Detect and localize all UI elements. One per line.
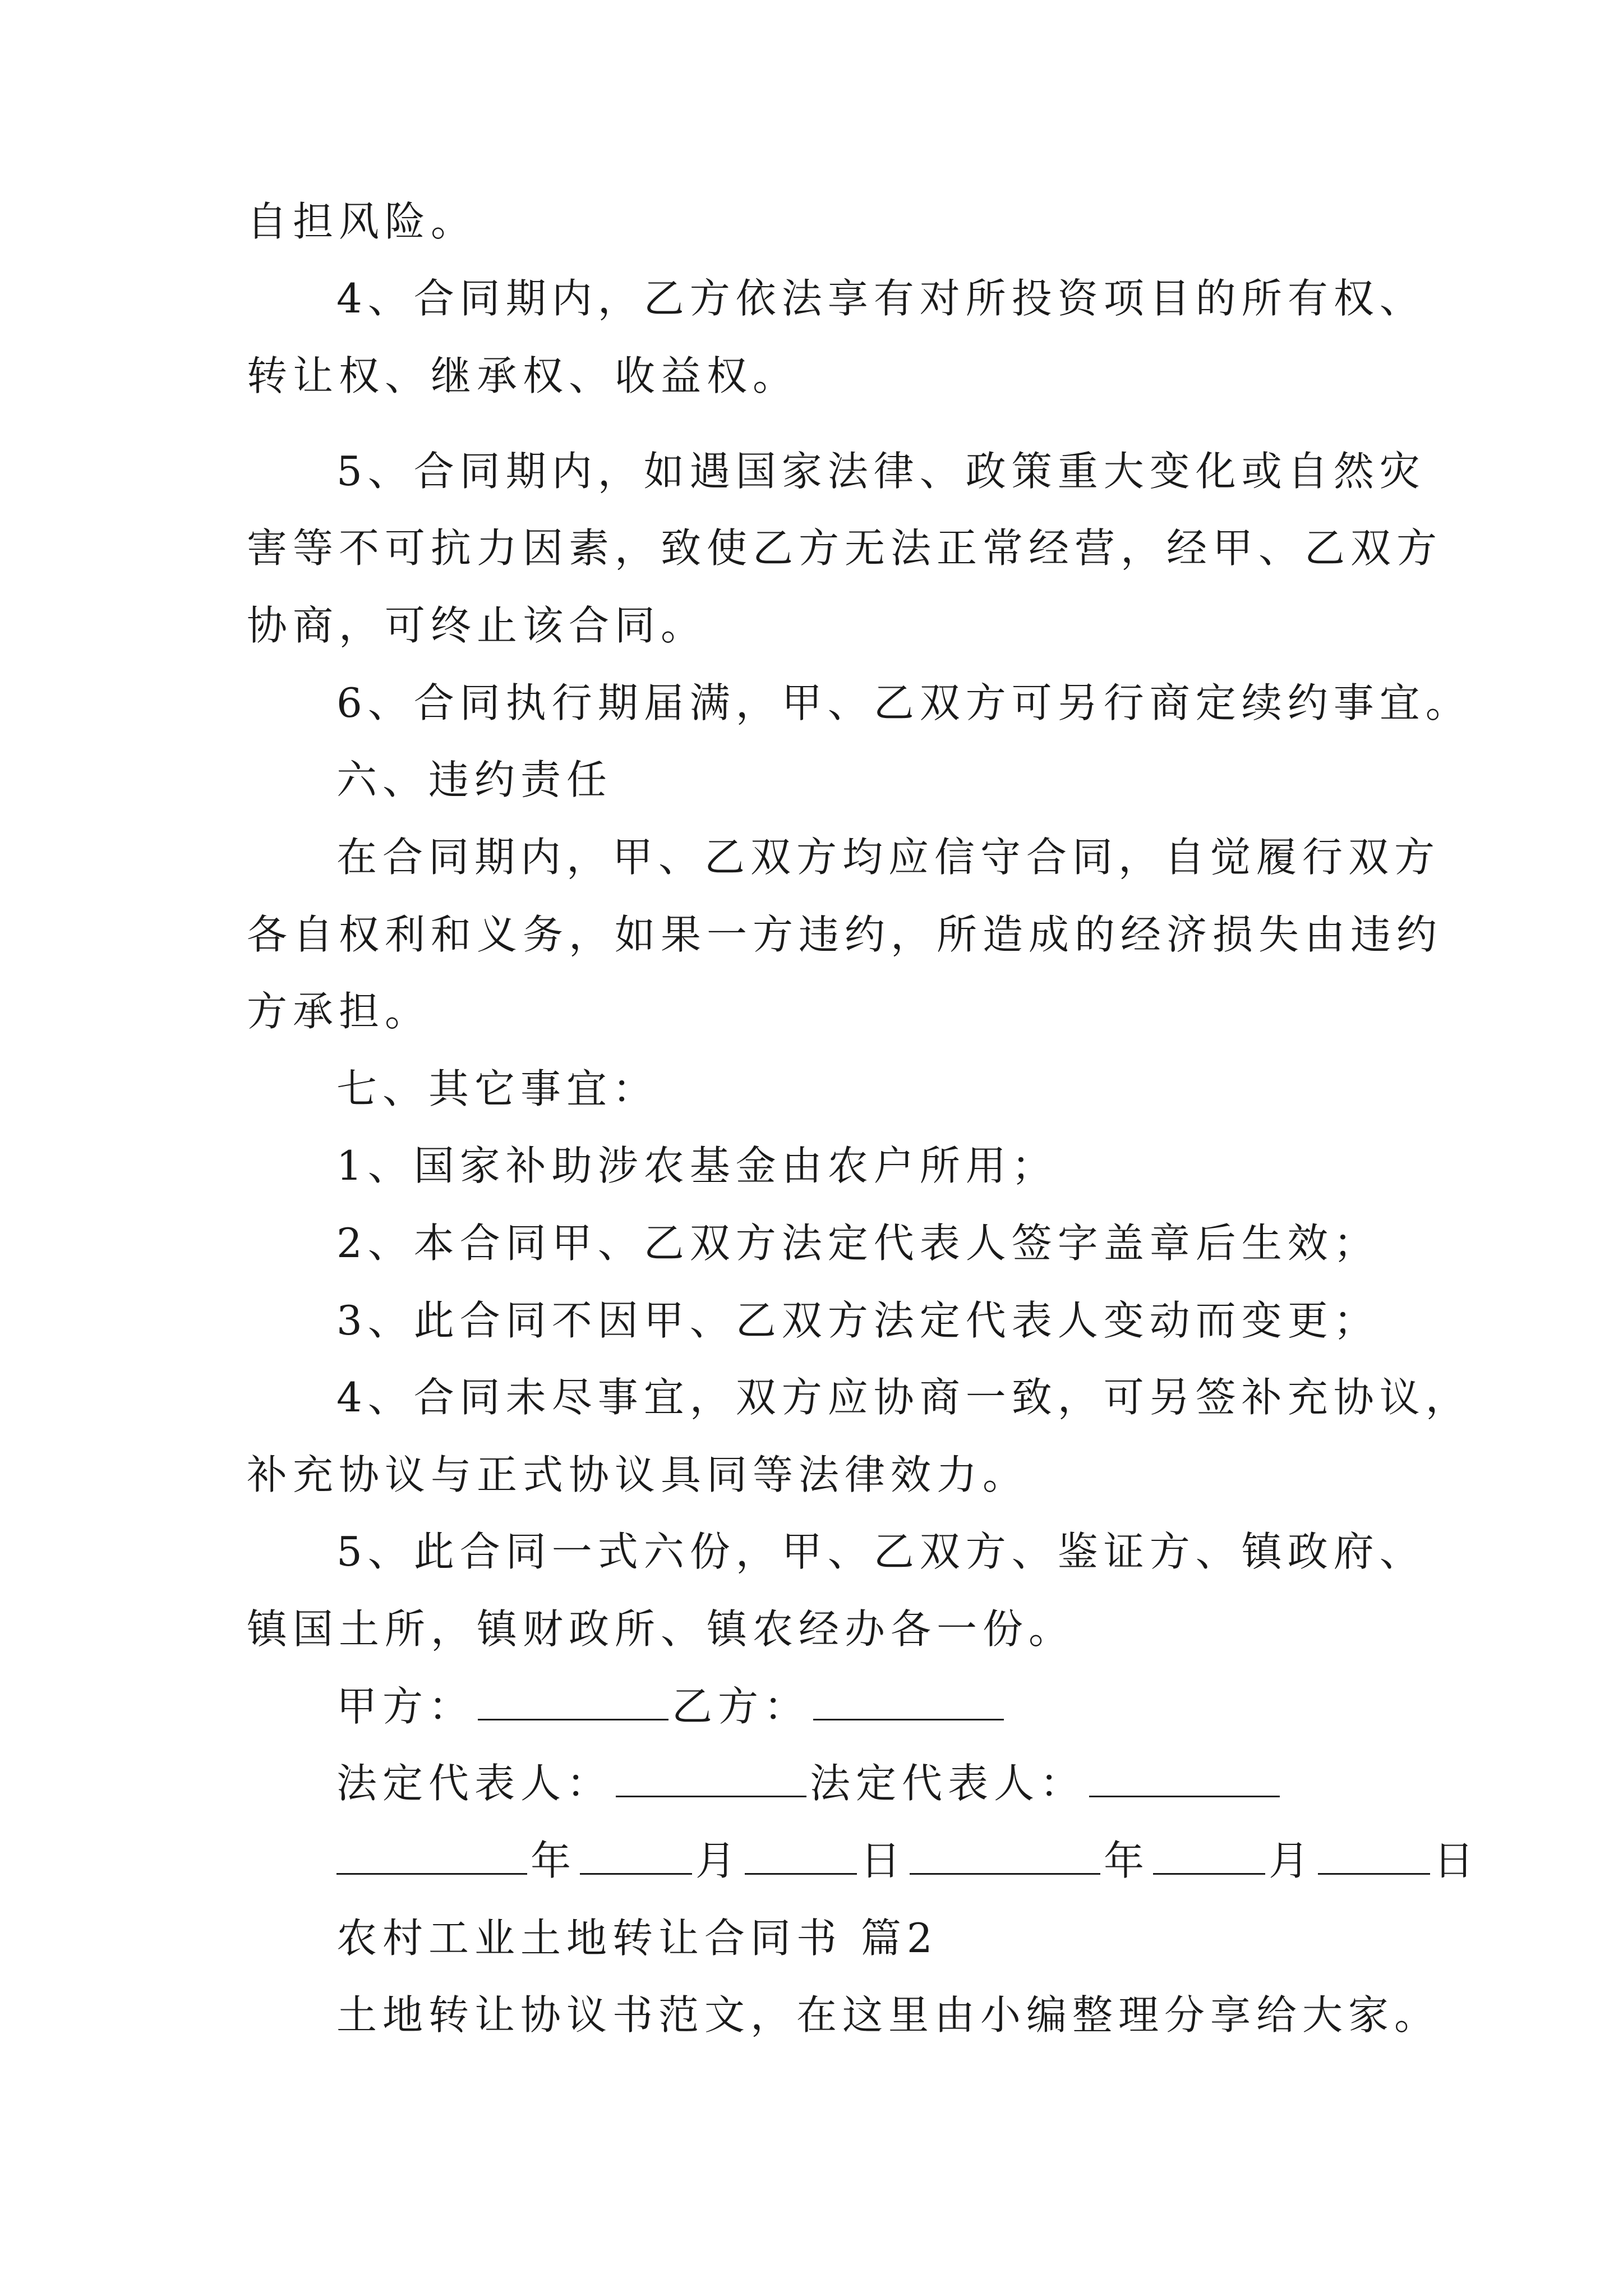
section-heading: 七、其它事宜： <box>336 1065 659 1112</box>
paragraph-line: 协商，可终止该合同。 <box>247 602 707 649</box>
day-b-blank <box>1318 1835 1430 1875</box>
paragraph-line: 5、此合同一式六份，甲、乙双方、鉴证方、镇政府、 <box>336 1528 1426 1575</box>
party-a-blank <box>478 1681 668 1720</box>
paragraph-line: 方承担。 <box>247 988 431 1035</box>
party-b-label: 乙方： <box>672 1683 810 1730</box>
party-b-blank <box>813 1681 1004 1720</box>
paragraph-line: 转让权、继承权、收益权。 <box>247 352 799 399</box>
rep-b-blank <box>1089 1757 1280 1797</box>
paragraph-line: 4、合同期内，乙方依法享有对所投资项目的所有权、 <box>336 275 1426 322</box>
paragraph-line: 害等不可抗力因素，致使乙方无法正常经营，经甲、乙双方 <box>247 524 1443 572</box>
signature-parties-line <box>336 1673 1623 1740</box>
paragraph-line: 6、合同执行期届满，甲、乙双方可另行商定续约事宜。 <box>336 679 1472 726</box>
month-b-blank <box>1153 1835 1265 1875</box>
next-section-intro: 土地转让协议书范文，在这里由小编整理分享给大家。 <box>336 1991 1441 2039</box>
rep-a-blank <box>616 1757 806 1797</box>
year-b-label: 年 <box>1104 1837 1150 1884</box>
signature-representatives-line <box>336 1750 1623 1817</box>
paragraph-line: 镇国土所，镇财政所、镇农经办各一份。 <box>247 1605 1075 1653</box>
rep-b-label: 法定代表人： <box>810 1760 1086 1807</box>
rep-a-label: 法定代表人： <box>336 1760 613 1807</box>
day-a-label: 日 <box>860 1837 907 1884</box>
paragraph-line: 2、本合同甲、乙双方法定代表人签字盖章后生效； <box>336 1220 1380 1267</box>
paragraph-line: 在合同期内，甲、乙双方均应信守合同，自觉履行双方 <box>336 834 1441 881</box>
paragraph-line: 1、国家补助涉农基金由农户所用； <box>336 1142 1058 1189</box>
paragraph-line: 自担风险。 <box>247 198 477 245</box>
next-section-title: 农村工业土地转让合同书 篇2 <box>336 1915 938 1962</box>
day-b-label: 日 <box>1433 1837 1480 1884</box>
year-a-blank <box>336 1835 527 1875</box>
paragraph-line: 4、合同未尽事宜，双方应协商一致，可另签补充协议， <box>336 1374 1472 1421</box>
paragraph-line: 5、合同期内，如遇国家法律、政策重大变化或自然灾 <box>336 448 1426 495</box>
paragraph-line: 补充协议与正式协议具同等法律效力。 <box>247 1451 1029 1498</box>
year-a-label: 年 <box>531 1837 577 1884</box>
party-a-label: 甲方： <box>336 1683 475 1730</box>
month-a-blank <box>580 1835 692 1875</box>
year-b-blank <box>910 1835 1100 1875</box>
month-b-label: 月 <box>1269 1837 1315 1884</box>
paragraph-line: 3、此合同不因甲、乙双方法定代表人变动而变更； <box>336 1297 1380 1344</box>
section-heading: 六、违约责任 <box>336 756 613 803</box>
month-a-label: 月 <box>695 1837 742 1884</box>
paragraph-line: 各自权利和义务，如果一方违约，所造成的经济损失由违约 <box>247 911 1443 958</box>
day-a-blank <box>745 1835 857 1875</box>
signature-date-line <box>336 1827 1623 1894</box>
